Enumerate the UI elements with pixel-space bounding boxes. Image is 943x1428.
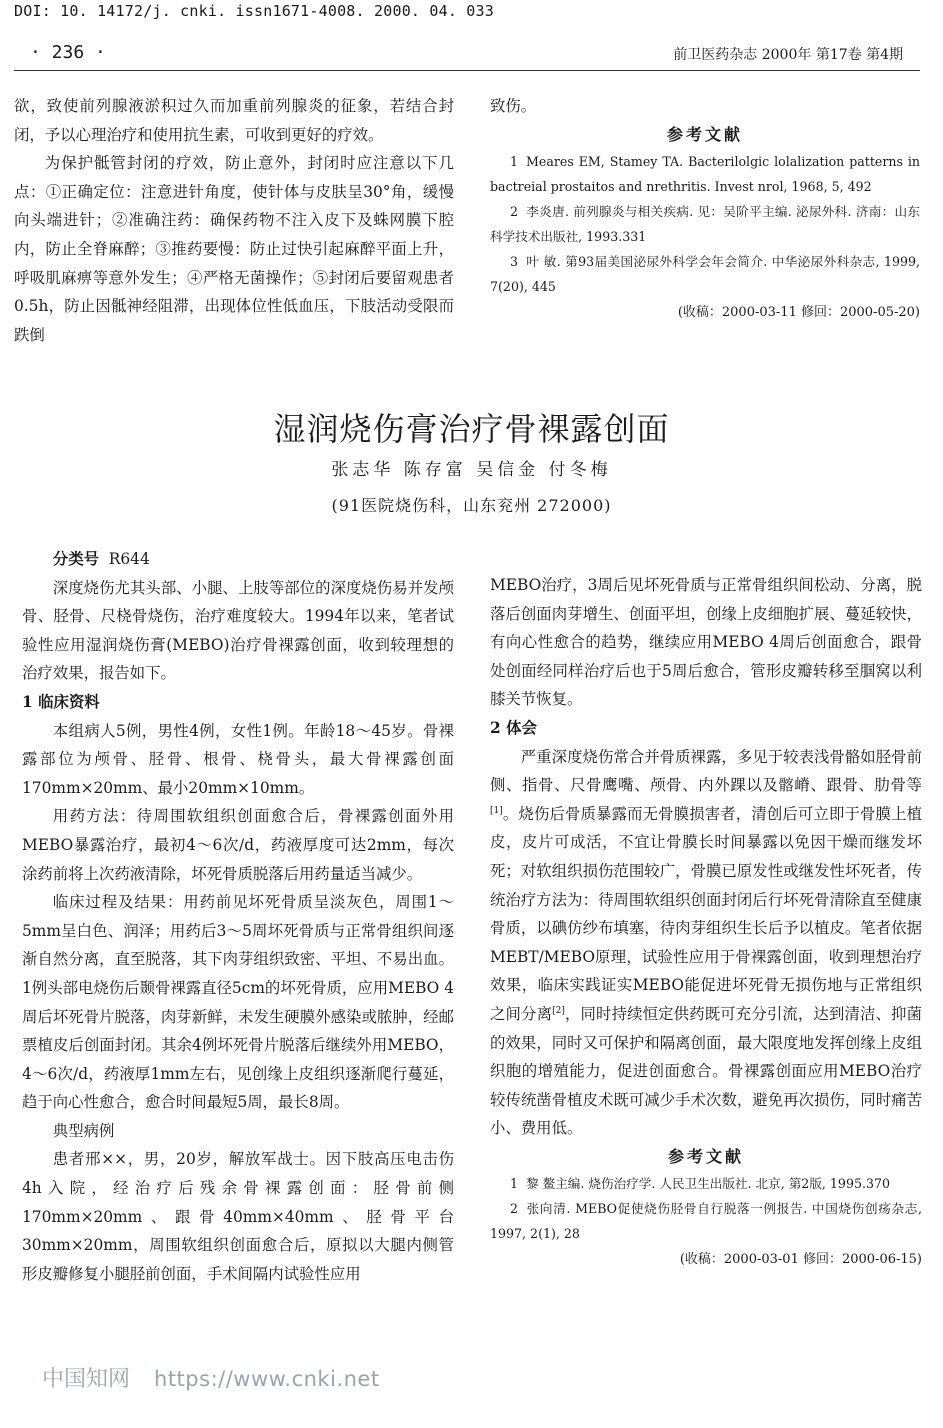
watermark-brand: 中国知网 [42,1367,131,1392]
article-affiliation: (91医院烧伤科，山东兖州 272000) [331,496,612,515]
typical-case-heading: 典型病例 [52,1121,115,1140]
prev-reference-2: 2 李炎唐. 前列腺炎与相关疾病. 见：吴阶平主编. 泌尿外科. 济南：山东科学技术出版社, 1993.331 [490,204,920,245]
article-authors: 张志华 陈存富 吴信金 付冬梅 [331,460,612,480]
section-heading-2: 2 体会 [490,718,537,737]
prev-article-left-column [14,92,454,349]
paragraph-results: 临床过程及结果：用药前见坏死骨质呈淡灰色，周围1～5mm呈白色、润泽；用药后3～5周坏死骨质与正常骨组织间逐渐自然分离，直至脱落，其下肉芽组织致密、平坦、不易出血。1例头部电烧伤后颞骨裸露直径5cm的坏死骨质，应用MEBO 4周后坏死骨片脱落，肉芽新鲜，未发生硬膜外感染或脓肿，经邮票植皮后创面封闭。其余4例坏死骨片脱落后继续外用MEBO，4～6次/d，药液厚1mm左右，见创缘上皮组织逐渐爬行蔓延，趋于向心性愈合，愈合时间最短5周，最长8周。 [22,893,454,1112]
intro-paragraph: 深度烧伤尤其头部、小腿、上肢等部位的深度烧伤易并发颅骨、胫骨、尺桡骨烧伤，治疗难度较大。1994年以来，笔者试验性应用湿润烧伤膏(MEBO)治疗骨裸露创面，收到较理想的治疗效果，报告如下。 [22,578,454,683]
article-title: 湿润烧伤膏治疗骨裸露创面 [273,410,670,448]
paragraph-method: 用药方法：待周围软组织创面愈合后，骨裸露创面外用MEBO暴露治疗，最初4～6次/d，药液厚度可达2mm，每次涂药前将上次药液清除，坏死骨质脱落后用药量适当减少。 [22,807,454,883]
prev-paragraph-1: 欲，致使前列腺液淤积过久而加重前列腺炎的征象，若结合封闭，予以心理治疗和使用抗生素，可收到更好的疗效。 [14,97,454,144]
article-right-column [490,571,922,1275]
page-number: · 236 · [30,42,106,63]
prev-continuation: 致伤。 [490,97,537,115]
prev-references-title: 参考文献 [666,124,743,144]
prev-reference-1: 1 Meares EM, Stamey TA. Bacterilolgic lolalization patterns in bactreial prostaitos and nrethritis. Invest nrol, 1968, 5, 492 [490,154,920,195]
watermark-url: https://www.cnki.net [154,1367,380,1391]
paragraph-discussion: 严重深度烧伤常合并骨质裸露，多见于较表浅骨骼如胫骨前侧、指骨、尺骨鹰嘴、颅骨、内外踝以及髂嵴、跟骨、肋骨等[1]。烧伤后骨质暴露而无骨膜损害者，清创后可立即于骨膜上植皮，皮片可成活，不宜让骨膜长时间暴露以免因干燥而继发坏死；对软组织损伤范围较广，骨膜已原发性或继发性坏死者，传统治疗方法为：待周围软组织创面封闭后行坏死骨清除直至健康骨质，以碘仿纱布填塞，待肉芽组织生长后予以植皮。笔者依据MEBT/MEBO原理，试验性应用于骨裸露创面，收到理想治疗效果，临床实践证实MEBO能促进坏死骨无损伤地与正常组织之间分离[2]，同时持续恒定供药既可充分引流，达到清洁、抑菌的效果，同时又可保护和隔离创面，最大限度地发挥创缘上皮组织胞的增殖能力，促进创面愈合。骨裸露创面应用MEBO治疗较传统凿骨植皮术既可减少手术次数，避免再次损伤，同时痛苦小、费用低。 [490,747,922,1138]
article-left-column [22,545,454,1288]
references-title: 参考文献 [667,1146,744,1166]
prev-received-dates: (收稿：2000-03-11 修回：2000-05-20) [677,305,920,321]
paragraph-patients: 本组病人5例，男性4例，女性1例。年龄18～45岁。骨裸露部位为颅骨、胫骨、根骨、桡骨头，最大骨裸露创面170mm×20mm、最小20mm×10mm。 [22,721,454,797]
cnki-watermark [42,1362,380,1393]
prev-article-right-column [490,92,920,328]
citation-1: [1] [490,805,503,816]
received-dates: (收稿：2000-03-01 修回：2000-06-15) [679,1252,922,1268]
header-rule [14,70,920,71]
classification: 分类号 R644 [52,550,150,568]
reference-2: 2 张向清. MEBO促使烧伤胫骨自行脱落一例报告. 中国烧伤创疡杂志, 1997, 2(1), 28 [490,1201,922,1242]
paragraph-case-continued: MEBO治疗，3周后见坏死骨质与正常骨组织间松动、分离，脱落后创面肉芽增生、创面平坦，创缘上皮细胞扩展、蔓延较快，有向心性愈合的趋势，继续应用MEBO 4周后创面愈合，跟骨处创面经同样治疗后也于5周后愈合，管形皮瓣转移至腘窝以利膝关节恢复。 [490,576,922,709]
prev-paragraph-2: 为保护骶管封闭的疗效，防止意外，封闭时应注意以下几点：①正确定位：注意进针角度，使针体与皮肤呈30°角，缓慢向头端进针；②准确注药：确保药物不注入皮下及蛛网膜下腔内，防止全脊麻醉；③推药要慢：防止过快引起麻醉平面上升，呼吸肌麻痹等意外发生；④严格无菌操作；⑤封闭后要留观患者 0.5h，防止因骶神经阻滞，出现体位性低血压，下肢活动受限而跌倒 [14,154,454,344]
section-heading-1: 1 临床资料 [22,692,100,711]
prev-reference-3: 3 叶 敏. 第93届美国泌尿外科学会年会简介. 中华泌尿外科杂志, 1999, 7(20), 445 [490,254,920,295]
reference-1: 1 黎 鳌主编. 烧伤治疗学. 人民卫生出版社. 北京, 第2版, 1995.370 [509,1176,891,1192]
paragraph-case: 患者邢××，男，20岁，解放军战士。因下肢高压电击伤4h入院，经治疗后残余骨裸露创面：胫骨前侧170mm×20mm、跟骨40mm×40mm、胫骨平台30mm×20mm，周围软组织创面愈合后，原拟以大腿内侧管形皮瓣修复小腿胫前创面，手术间隔内试验性应用 [22,1150,454,1283]
citation-2: [2] [552,1005,565,1016]
doi-line: DOI: 10. 14172/j. cnki. issn1671-4008. 2000. 04. 033 [14,2,494,20]
running-head: 前卫医药杂志 2000年 第17卷 第4期 [673,47,903,63]
